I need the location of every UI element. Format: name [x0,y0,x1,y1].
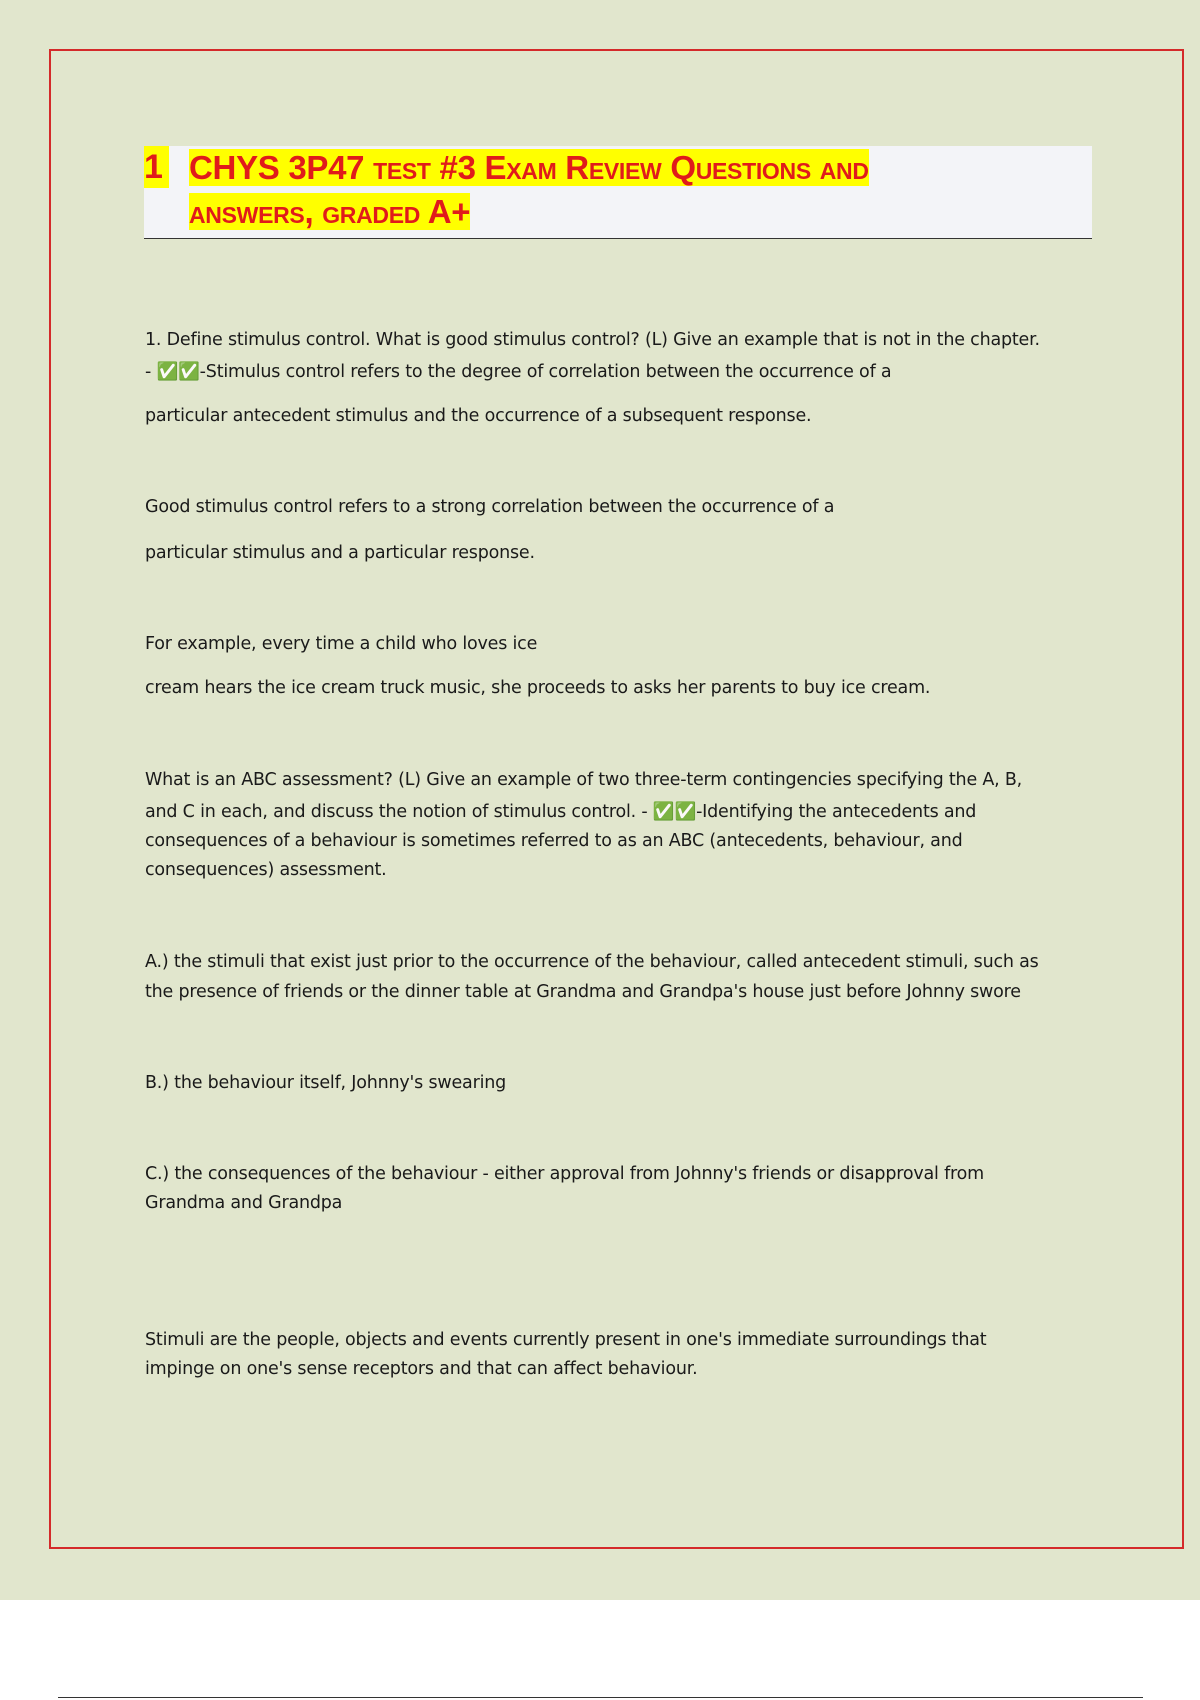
title-number: 1 [144,146,169,188]
text-line: consequences) assessment. [145,860,387,880]
text-line: Good stimulus control refers to a strong correlation between the occurrence of a [145,497,835,517]
text-line: 1. Define stimulus control. What is good stimulus control? (L) Give an example that is not in the chapter. [145,330,1040,350]
text-span: - [145,362,157,382]
title-line-1: CHYS 3P47 test #3 Exam Review Questions and [189,149,869,186]
text-line: particular antecedent stimulus and the occurrence of a subsequent response. [145,406,812,426]
title-block [144,146,1092,239]
title-line-2: answers, graded A+ [189,193,471,230]
page-title [189,146,1049,234]
text-line [145,802,976,822]
text-line: What is an ABC assessment? (L) Give an example of two three-term contingencies specifying the A, B, [145,770,1023,790]
text-line: A.) the stimuli that exist just prior to the occurrence of the behaviour, called antecedent stimuli, such as [145,952,1039,972]
text-span: -Stimulus control refers to the degree of correlation between the occurrence of a [199,362,892,382]
text-line [145,362,891,382]
text-line: C.) the consequences of the behaviour - either approval from Johnny's friends or disapproval from [145,1164,984,1184]
text-line: For example, every time a child who loves ice [145,634,538,654]
text-line: Grandma and Grandpa [145,1193,343,1213]
page-border [49,49,1184,1549]
text-line: particular stimulus and a particular response. [145,543,535,563]
checkmark-icon: ✅✅ [156,362,200,382]
text-span: and C in each, and discuss the notion of stimulus control. - [145,802,653,822]
text-span: -Identifying the antecedents and [696,802,977,822]
text-line: cream hears the ice cream truck music, she proceeds to asks her parents to buy ice cream. [145,678,931,698]
text-line: Stimuli are the people, objects and events currently present in one's immediate surroundings that [145,1330,987,1350]
text-line: B.) the behaviour itself, Johnny's swearing [145,1073,507,1093]
checkmark-icon: ✅✅ [652,802,697,822]
text-line: impinge on one's sense receptors and that can affect behaviour. [145,1359,698,1379]
text-line: the presence of friends or the dinner table at Grandma and Grandpa's house just before Johnny swore [145,982,1021,1002]
footer-divider [58,1697,1143,1698]
text-line: consequences of a behaviour is sometimes referred to as an ABC (antecedents, behaviour, and [145,831,963,851]
